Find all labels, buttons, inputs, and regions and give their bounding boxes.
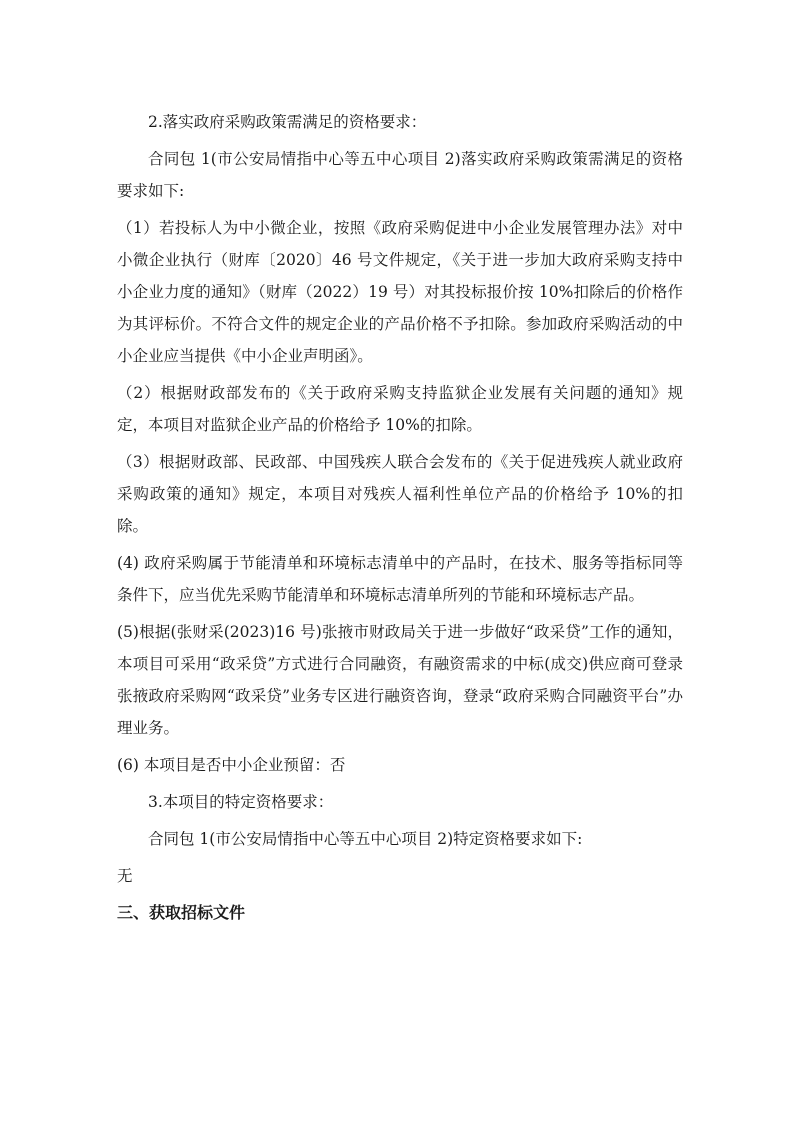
paragraph-item-3-disabled-welfare: （3）根据财政部、民政部、中国残疾人联合会发布的《关于促进残疾人就业政府采购政策的通知》规定，本项目对残疾人福利性单位产品的价格给予 10%的扣除。	[117, 453, 683, 535]
paragraph-item-2-prison-enterprise: （2）根据财政部发布的《关于政府采购支持监狱企业发展有关问题的通知》规定，本项目对监狱企业产品的价格给予 10%的扣除。	[117, 384, 683, 434]
paragraph-specific-requirements-title: 3.本项目的特定资格要求：	[148, 793, 334, 811]
paragraph-item-1-sme: （1）若投标人为中小微企业，按照《政府采购促进中小企业发展管理办法》对中小微企业执行（财库〔2020〕46 号文件规定，《关于进一步加大政府采购支持中小企业力度的通知》（财库（2022）19 号）对其投标报价按 10%扣除后的价格作为其评标价。不符合文件的规定企业的产品价格不予扣除。参加政府采购活动的中小企业应当提供《中小企业声明函》。	[117, 219, 683, 365]
paragraph-contract-package-policy: 合同包 1(市公安局情指中心等五中心项目 2)落实政府采购政策需满足的资格要求如下:	[117, 150, 683, 200]
paragraph-policy-requirements-title: 2.落实政府采购政策需满足的资格要求：	[148, 113, 427, 131]
paragraph-contract-package-specific: 合同包 1(市公安局情指中心等五中心项目 2)特定资格要求如下:	[148, 830, 583, 848]
paragraph-item-5-financing: (5)根据(张财采(2023)16 号)张掖市财政局关于进一步做好“政采贷”工作的通知，本项目可采用“政采贷”方式进行合同融资，有融资需求的中标(成交)供应商可登录张掖政府采购网“政采贷”业务专区进行融资咨询，登录“政府采购合同融资平台”办理业务。	[117, 623, 683, 737]
paragraph-item-4-energy-saving: (4) 政府采购属于节能清单和环境标志清单中的产品时，在技术、服务等指标同等条件下，应当优先采购节能清单和环境标志清单所列的节能和环境标志产品。	[117, 554, 683, 604]
section-heading: 三、获取招标文件	[117, 903, 246, 922]
document-body	[117, 106, 683, 934]
paragraph-item-6-sme-reservation: (6) 本项目是否中小企业预留：否	[117, 756, 346, 774]
paragraph-none: 无	[117, 867, 133, 885]
